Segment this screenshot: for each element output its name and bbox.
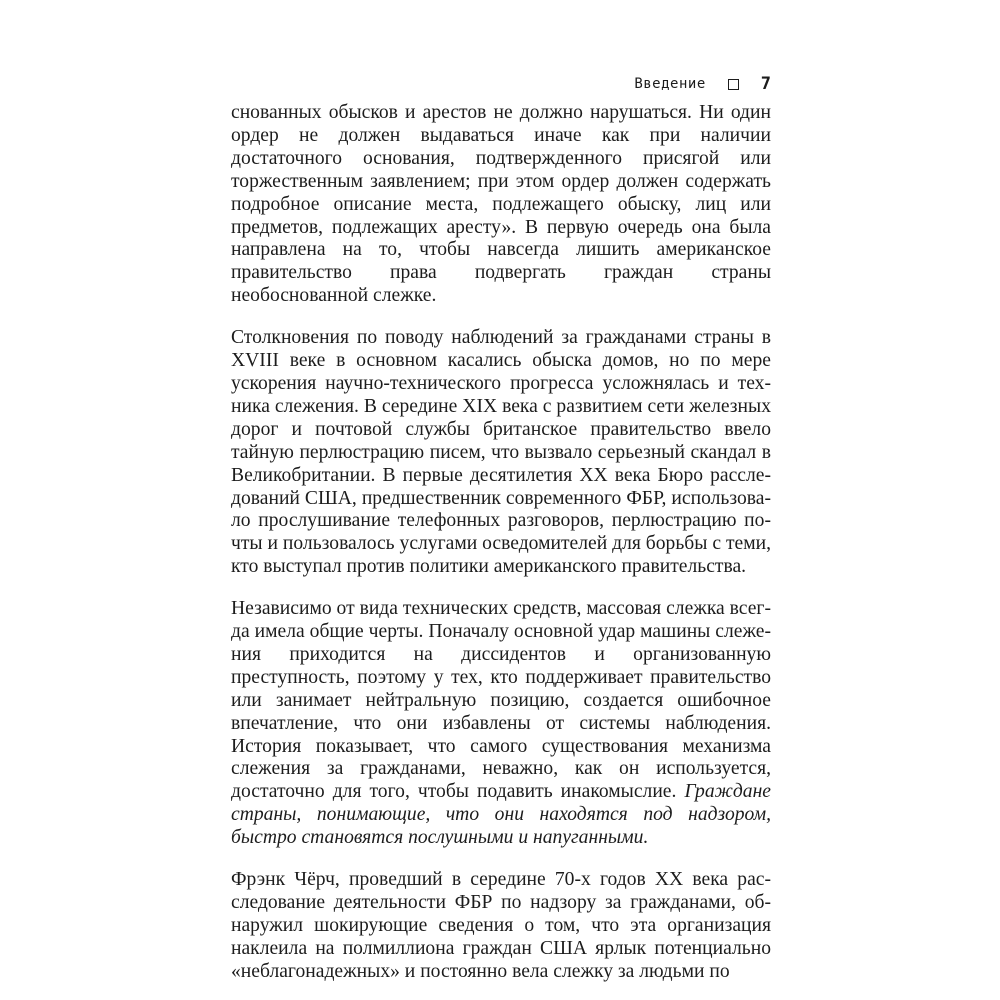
square-outline-icon [728, 79, 739, 90]
paragraph-2: Столкновения по поводу наблюдений за гражданами страны в XVIII веке в основном касались обыска домов, но по мере ускорения научно-технического прогресса усложнялась и техника слежения. В середине XIX века с развитием сети железных дорог и почтовой службы британское правительство ввело тайную перлюстрацию писем, что вызвало серьезный скандал в Великобритании. В первые десятилетия XX века Бюро расследований США, предшественник современного ФБР, использовало прослушивание телефонных разговоров, перлюстрацию почты и пользовалось услугами осведомителей для борьбы с теми, кто выступал против политики американского правительства. [231, 327, 771, 578]
paragraph-3 [231, 598, 771, 850]
running-header [231, 72, 771, 96]
paragraph-4: Фрэнк Чёрч, проведший в середине 70-х годов XX века расследование деятельности ФБР по надзору за гражданами, обнаружил шокирующие сведения о том, что эта организация наклеила на полмиллиона граждан США ярлык потенциально «неблагонадежных» и постоянно вела слежку за людьми по [231, 869, 771, 982]
paragraph-1: снованных обысков и арестов не должно нарушаться. Ни один ордер не должен выдаваться иначе как при наличии достаточного основания, подтвержденного присягой или торжественным заявлением; при этом ордер должен содержать подробное описание места, подлежащего обыску, лиц или предметов, подлежащих аресту». В первую очередь она была направлена на то, чтобы навсегда лишить американское правительство права подвергать граждан страны необоснованной слежке. [231, 102, 771, 307]
page-number: 7 [760, 74, 771, 94]
paragraph-3-italic: Граждане страны, понимающие, что они находятся под надзором, быстро становятся послушными и напуганными. [231, 781, 771, 849]
section-title: Введение [634, 76, 706, 92]
paragraph-3-text: Независимо от вида технических средств, массовая слежка всегда имела общие черты. Поначалу основной удар машины слежения приходится на диссидентов и организованную преступность, поэтому у тех, кто поддерживает правительство или занимает нейтральную позицию, создается ошибочное впечатление, что они избавлены от системы наблюдения. История показывает, что самого существования механизма слежения за гражданами, неважно, как он используется, достаточно для того, чтобы подавить инакомыслие. [231, 598, 771, 803]
book-page [231, 72, 771, 984]
body-text [231, 102, 771, 984]
